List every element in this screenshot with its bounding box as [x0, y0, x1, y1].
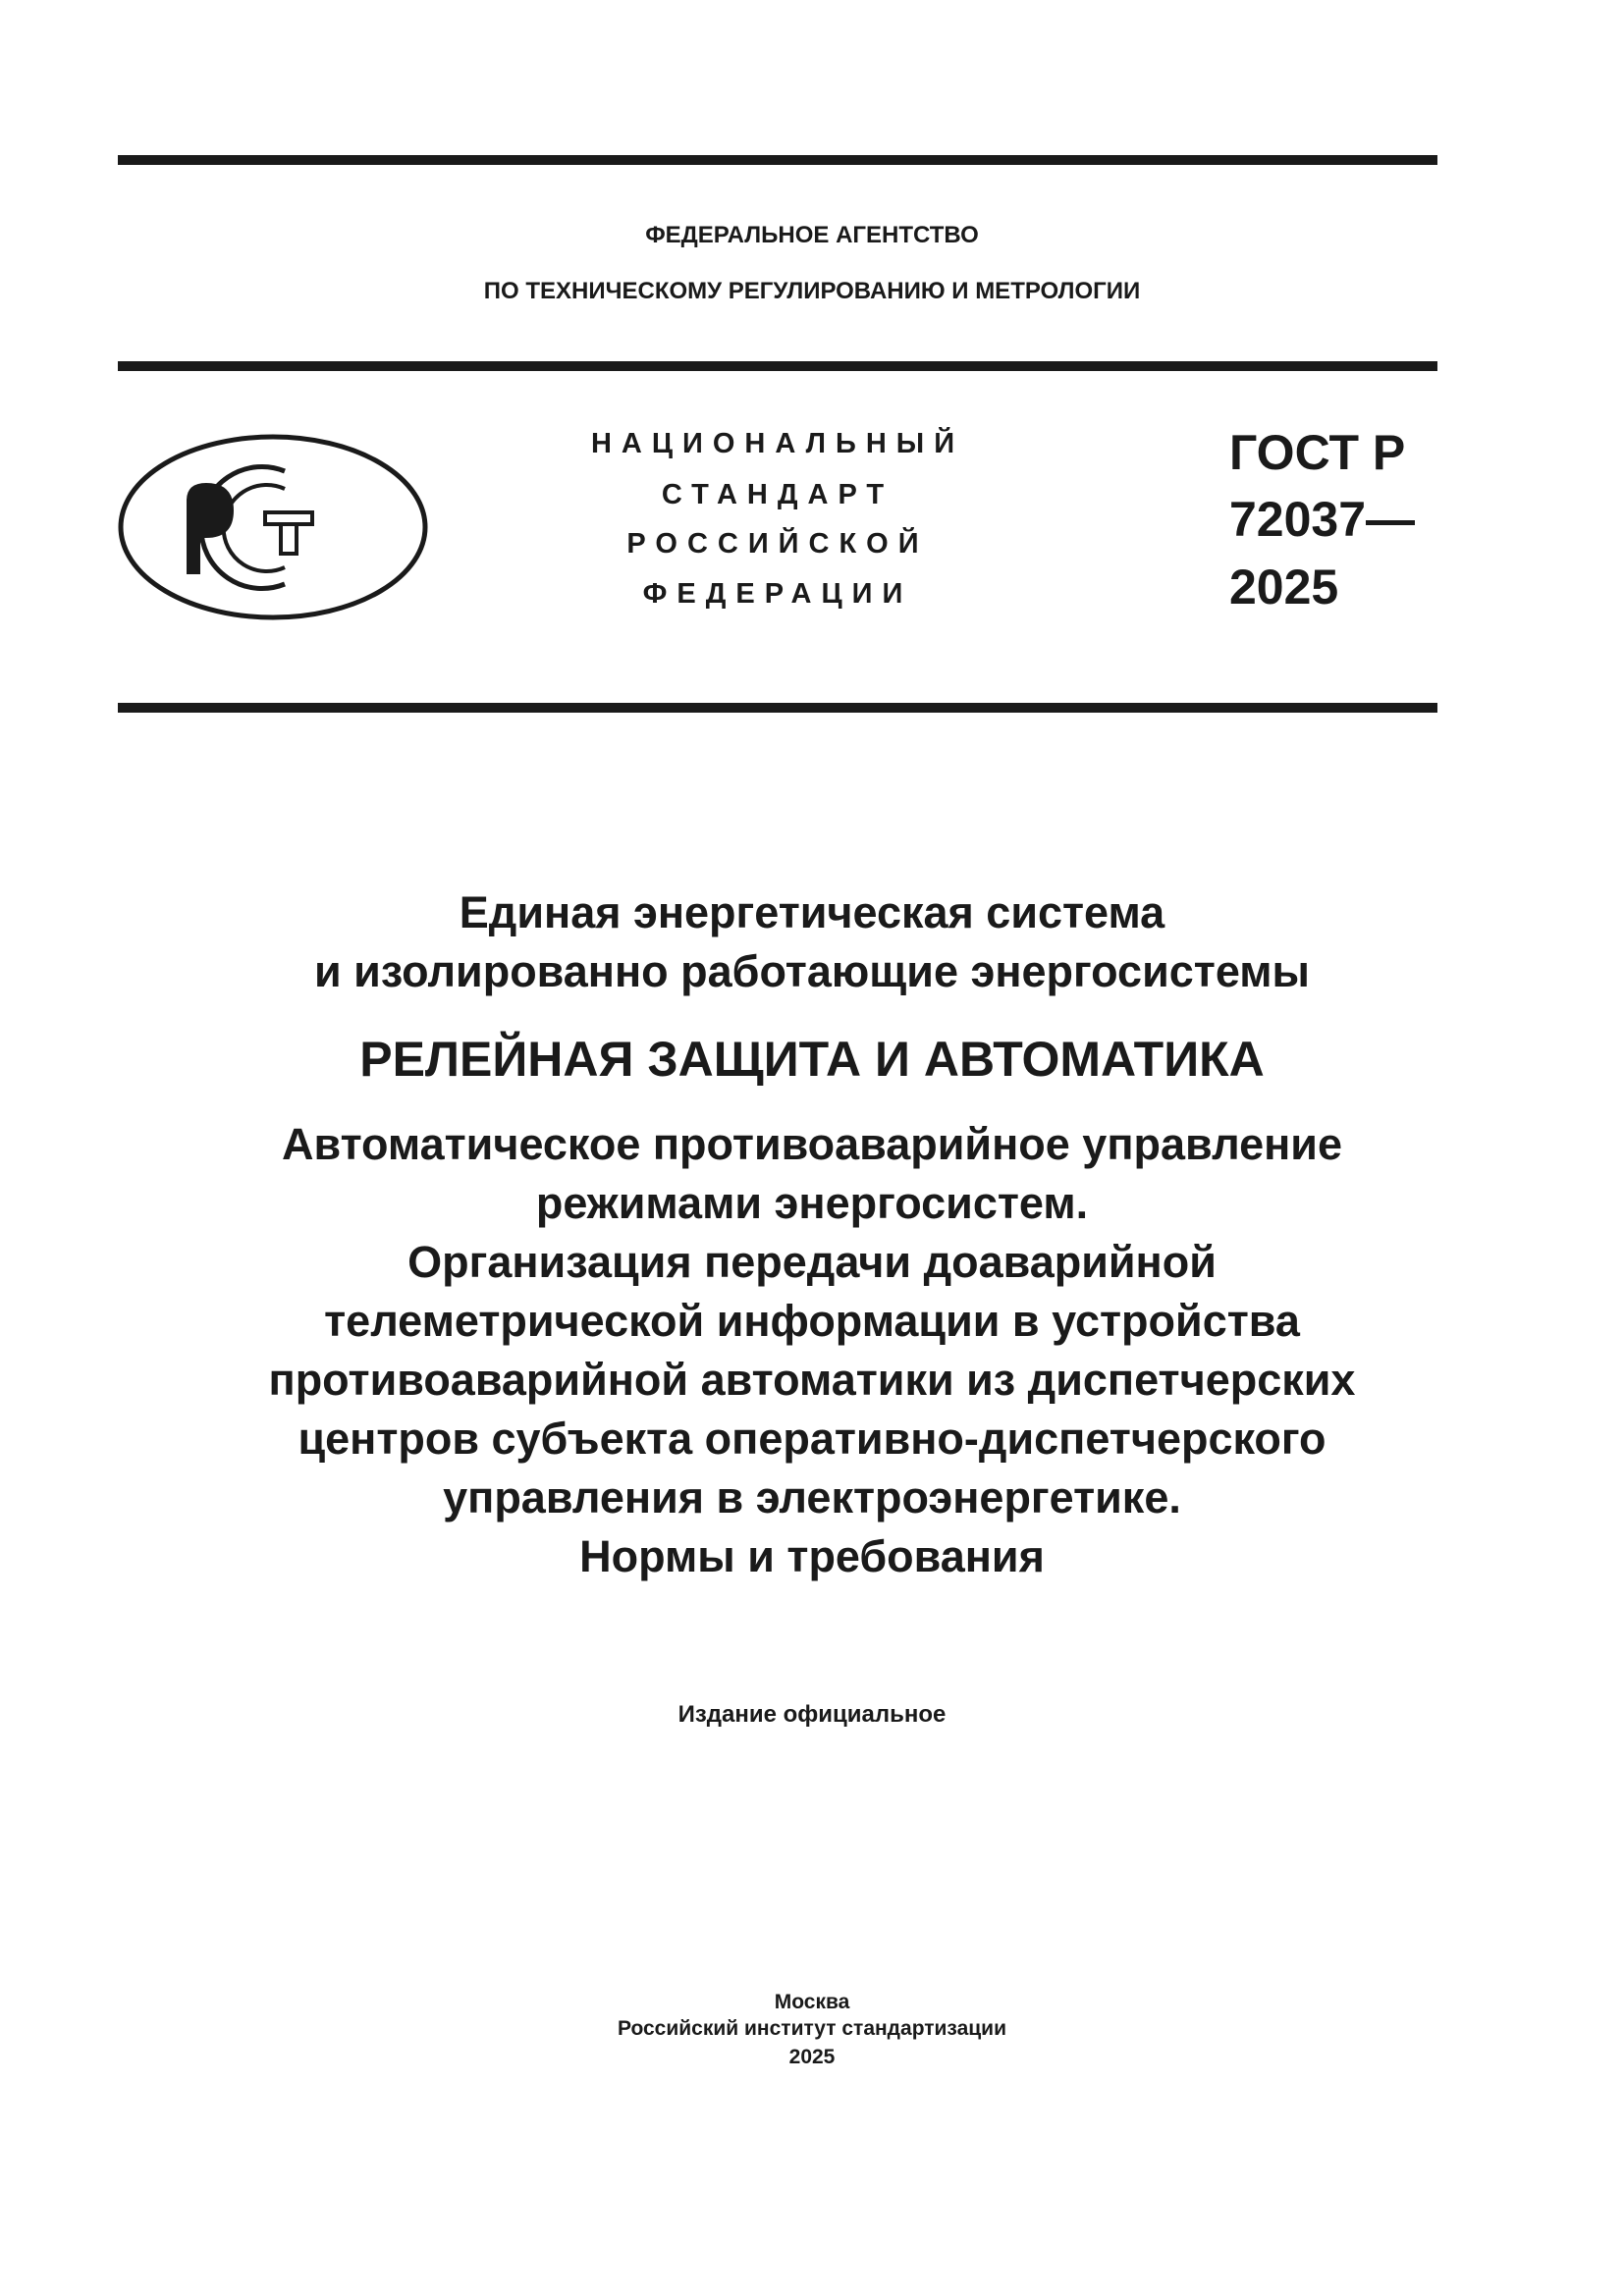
subtitle-line-3: Организация передачи доаварийной: [407, 1237, 1217, 1287]
subtitle-line-7: управления в электроэнергетике.: [443, 1472, 1181, 1522]
subtitle-line-5: противоаварийной автоматики из диспетчерских: [268, 1355, 1356, 1405]
publisher-year: 2025: [788, 2046, 836, 2068]
designation-line-2: 72037—: [1229, 492, 1416, 547]
standard-type-line-1: НАЦИОНАЛЬНЫЙ: [590, 428, 965, 459]
title-line-2: и изолированно работающие энергосистемы: [314, 946, 1310, 996]
subtitle-line-2: режимами энергосистем.: [535, 1178, 1089, 1228]
subtitle-line-1: Автоматическое противоаварийное управление: [282, 1119, 1342, 1169]
title-line-1: Единая энергетическая система: [459, 887, 1165, 937]
publisher-name: Российский институт стандартизации: [617, 2017, 1007, 2040]
standard-type-line-2: СТАНДАРТ: [661, 479, 894, 510]
top-rule: [118, 155, 1437, 165]
agency-line-2: ПО ТЕХНИЧЕСКОМУ РЕГУЛИРОВАНИЮ И МЕТРОЛОГИИ: [483, 278, 1141, 304]
designation-line-1: ГОСТ Р: [1229, 425, 1406, 480]
title-rule: [118, 703, 1437, 713]
standard-type-line-3: РОССИЙСКОЙ: [626, 528, 929, 560]
subtitle-line-4: телеметрической информации в устройства: [324, 1296, 1300, 1346]
title-main: РЕЛЕЙНАЯ ЗАЩИТА И АВТОМАТИКА: [359, 1032, 1265, 1087]
subtitle-line-8: Нормы и требования: [579, 1531, 1045, 1581]
subtitle-line-6: центров субъекта оперативно-диспетчерского: [298, 1414, 1326, 1464]
gost-r-logo-icon: [116, 432, 430, 623]
standard-type-line-4: ФЕДЕРАЦИИ: [642, 578, 913, 610]
publisher-city: Москва: [774, 1991, 850, 2013]
header-rule: [118, 361, 1437, 371]
designation-line-3: 2025: [1229, 560, 1339, 614]
edition-label: Издание официальное: [677, 1701, 947, 1728]
agency-line-1: ФЕДЕРАЛЬНОЕ АГЕНТСТВО: [645, 222, 979, 248]
